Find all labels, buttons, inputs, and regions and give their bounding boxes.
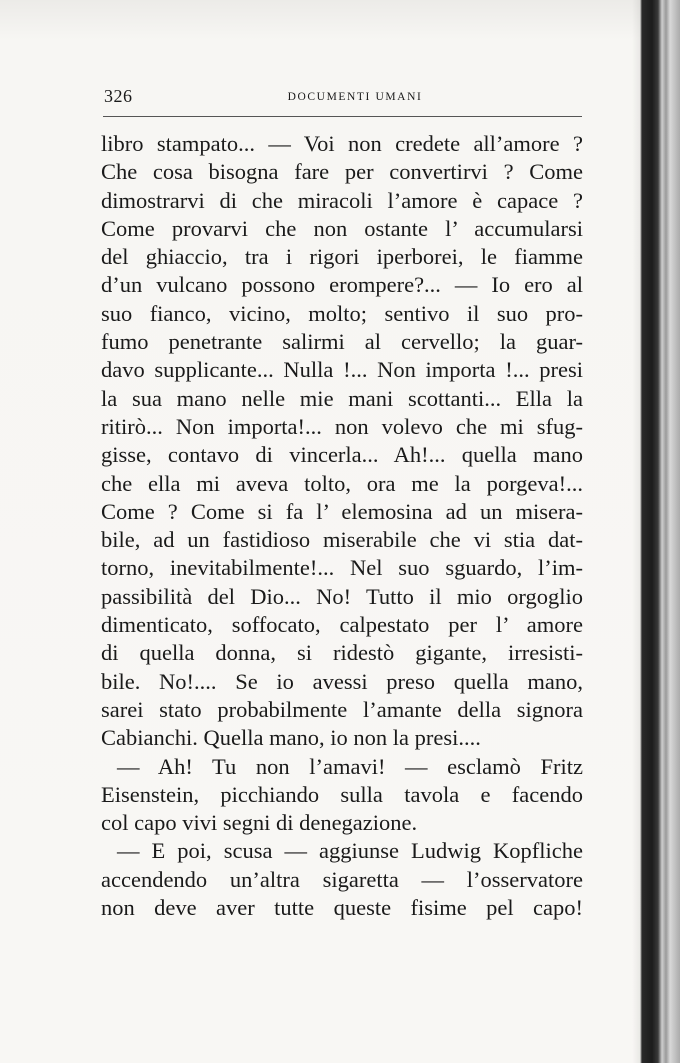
text-line: col capo vivi segni di denegazione. — [101, 810, 418, 836]
text-line: libro stampato... — Voi non credete all’amore ? — [101, 131, 583, 156]
text-line: Come ? Come si fa l’ elemosina ad un misera- — [101, 498, 583, 524]
text-line: davo supplicante... Nulla !... Non importa !... presi — [101, 357, 583, 383]
text-line: Che cosa bisogna fare per convertirvi ? Come — [101, 159, 583, 185]
text-line: — Ah! Tu non l’amavi! — esclamò Fritz — [117, 753, 583, 779]
text-line: Cabianchi. Quella mano, io non la presi.... — [101, 725, 481, 751]
text-line: suo fianco, vicino, molto; sentivo il suo pro- — [101, 300, 583, 326]
text-line: passibilità del Dio... No! Tutto il mio orgoglio — [101, 583, 583, 609]
text-line: di quella donna, si ridestò gigante, irresisti- — [101, 640, 583, 666]
text-line: dimenticato, soffocato, calpestato per l’ amore — [101, 612, 583, 638]
book-binding-edge — [632, 0, 680, 1063]
text-line: non deve aver tutte queste fisime pel capo! — [101, 895, 583, 921]
text-line: bile. No!.... Se io avessi preso quella mano, — [101, 668, 583, 694]
text-line: accendendo un’altra sigaretta — l’osservatore — [101, 866, 583, 892]
text-line: che ella mi aveva tolto, ora me la porgeva!... — [101, 470, 583, 496]
header-rule — [103, 116, 582, 117]
text-line: Come provarvi che non ostante l’ accumularsi — [101, 215, 583, 241]
text-line: ritirò... Non importa!... non volevo che mi sfug- — [101, 413, 583, 439]
text-line: torno, inevitabilmente!... Nel suo sguardo, l’im- — [101, 555, 583, 581]
text-line: gisse, contavo di vincerla... Ah!... quella mano — [101, 442, 583, 468]
text-line: fumo penetrante salirmi al cervello; la guar- — [101, 329, 583, 355]
text-line: Eisenstein, picchiando sulla tavola e facendo — [101, 781, 583, 807]
page-number: 326 — [104, 86, 133, 106]
running-head: DOCUMENTI UMANI — [287, 91, 423, 103]
body-text — [101, 130, 583, 922]
text-line: dimostrarvi di che miracoli l’amore è capace ? — [101, 187, 583, 213]
text-line: la sua mano nelle mie mani scottanti... Ella la — [101, 385, 583, 411]
page-header — [104, 86, 580, 110]
text-line: sarei stato probabilmente l’amante della signora — [101, 696, 583, 722]
text-line: d’un vulcano possono erompere?... — Io ero al — [101, 272, 583, 298]
text-line: del ghiaccio, tra i rigori iperborei, le fiamme — [101, 244, 583, 270]
text-line: — E poi, scusa — aggiunse Ludwig Kopfliche — [117, 838, 583, 864]
text-line: bile, ad un fastidioso miserabile che vi stia dat- — [101, 527, 583, 553]
